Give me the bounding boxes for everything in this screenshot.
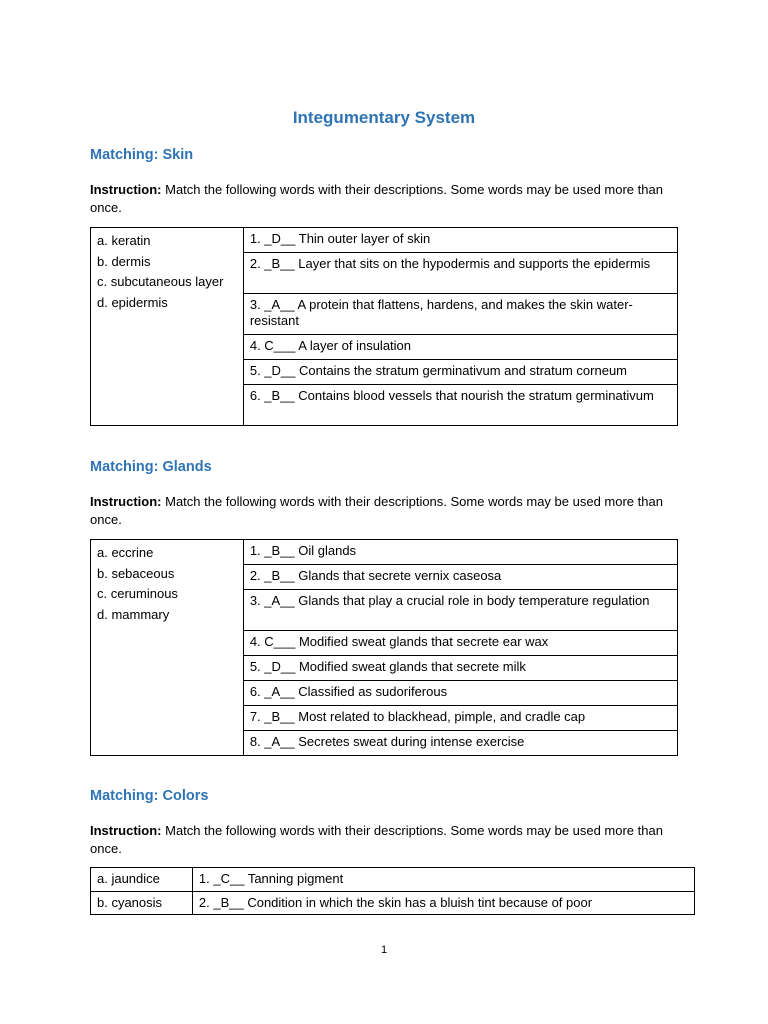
description-cell: 8. _A__ Secretes sweat during intense exercise <box>243 731 677 756</box>
instruction-colors <box>90 822 680 858</box>
word-item: b. dermis <box>97 253 151 269</box>
table-row <box>91 868 695 892</box>
description-cell: 3. _A__ Glands that play a crucial role in body temperature regulation <box>243 590 677 631</box>
matching-table-skin <box>90 227 678 426</box>
page-number: 1 <box>380 944 388 956</box>
word-item: d. epidermis <box>97 294 168 310</box>
description-cell: 5. _D__ Modified sweat glands that secrete milk <box>243 656 677 681</box>
instruction-text: Match the following words with their descriptions. Some words may be used more than once. <box>90 823 663 856</box>
section-heading-colors: Matching: Colors <box>90 788 209 804</box>
instruction-label: Instruction: <box>90 494 162 509</box>
description-cell: 3. _A__ A protein that flattens, hardens, and makes the skin water-resistant <box>243 294 677 335</box>
description-cell: 1. _B__ Oil glands <box>243 540 677 565</box>
word-item: b. sebaceous <box>97 565 175 581</box>
description-cell: 2. _B__ Glands that secrete vernix caseosa <box>243 565 677 590</box>
word-item: b. cyanosis <box>91 892 193 915</box>
matching-table-colors <box>90 867 695 915</box>
word-item: c. ceruminous <box>97 586 178 601</box>
description-cell: 6. _A__ Classified as sudoriferous <box>243 681 677 706</box>
instruction-label: Instruction: <box>90 823 162 838</box>
description-cell: 1. _D__ Thin outer layer of skin <box>243 228 677 253</box>
section-heading-skin: Matching: Skin <box>90 147 194 163</box>
table-row <box>91 540 678 565</box>
description-cell: 1. _C__ Tanning pigment <box>192 868 694 892</box>
table-row <box>91 228 678 253</box>
page-title: Integumentary System <box>292 108 476 127</box>
instruction-text: Match the following words with their descriptions. Some words may be used more than once. <box>90 182 663 215</box>
instruction-label: Instruction: <box>90 182 162 197</box>
instruction-text: Match the following words with their descriptions. Some words may be used more than once. <box>90 494 663 527</box>
matching-table-glands <box>90 539 678 756</box>
description-cell: 4. C___ Modified sweat glands that secrete ear wax <box>243 631 677 656</box>
word-list <box>91 228 244 426</box>
description-cell: 2. _B__ Layer that sits on the hypodermis and supports the epidermis <box>243 253 677 294</box>
description-cell: 2. _B__ Condition in which the skin has a bluish tint because of poor <box>192 892 694 915</box>
description-cell: 6. _B__ Contains blood vessels that nourish the stratum germinativum <box>243 385 677 426</box>
word-item: a. jaundice <box>91 868 193 892</box>
description-cell: 7. _B__ Most related to blackhead, pimple, and cradle cap <box>243 706 677 731</box>
description-cell: 4. C___ A layer of insulation <box>243 335 677 360</box>
word-item: d. mammary <box>97 606 170 622</box>
description-cell: 5. _D__ Contains the stratum germinativum and stratum corneum <box>243 360 677 385</box>
table-row <box>91 892 695 915</box>
instruction-glands <box>90 493 680 529</box>
word-item: c. subcutaneous layer <box>97 274 224 289</box>
word-list <box>91 540 244 756</box>
word-item: a. keratin <box>97 233 151 248</box>
word-item: a. eccrine <box>97 545 154 560</box>
section-heading-glands: Matching: Glands <box>90 459 212 475</box>
instruction-skin <box>90 181 680 217</box>
